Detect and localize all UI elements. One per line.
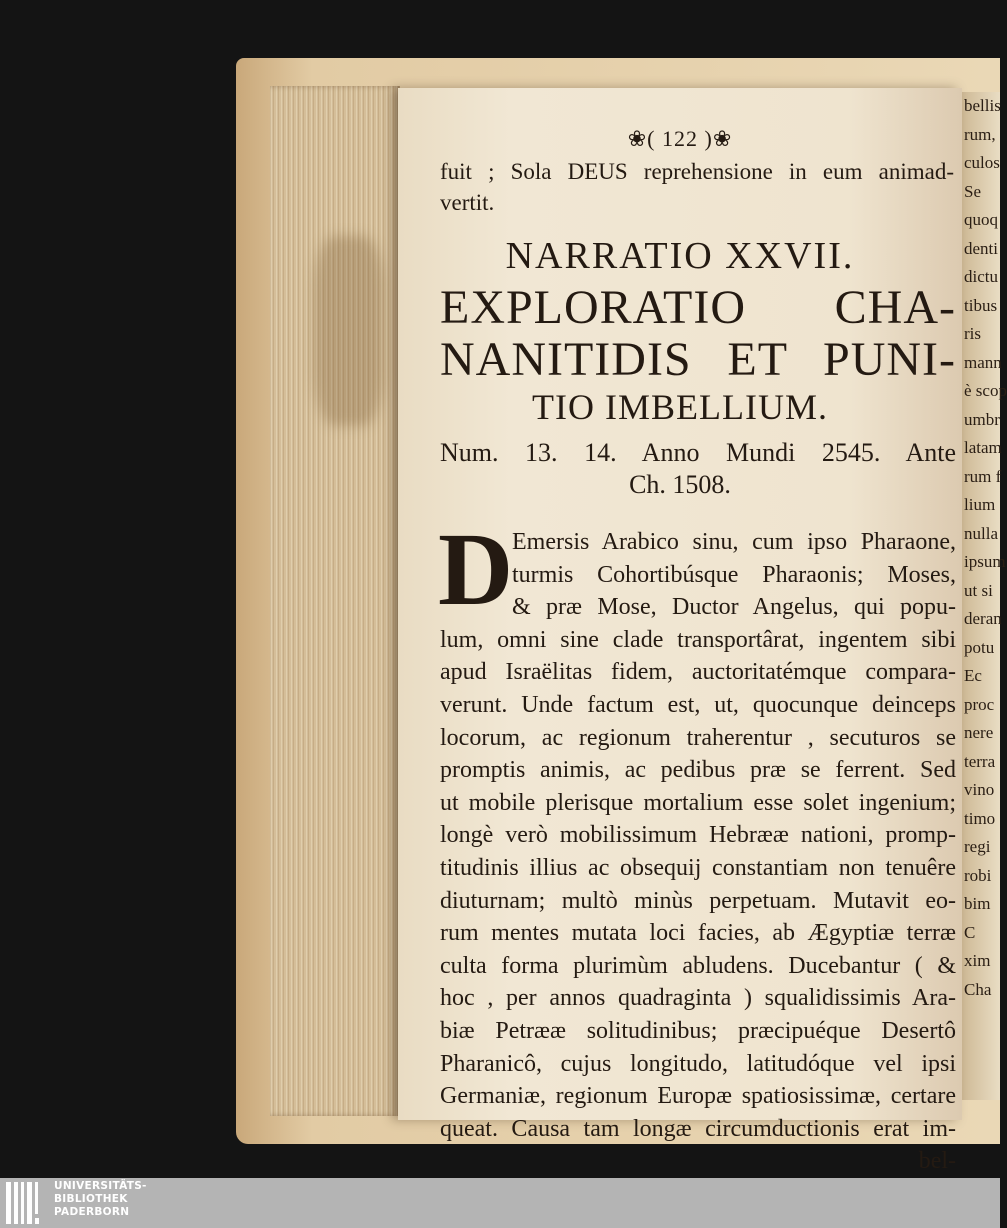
facing-page-line: Cha — [964, 979, 992, 999]
facing-page-line: ris — [964, 324, 981, 343]
body-line: locorum, ac regionum traherentur , secuturos se — [440, 724, 956, 751]
facing-page-line: Se — [964, 181, 981, 201]
facing-page-line: ipsum — [964, 552, 1006, 571]
body-line: titudinis illius ac obsequij constantiam non tenuêre — [440, 854, 956, 881]
library-logo-icon — [6, 1182, 46, 1224]
body-text — [440, 526, 956, 1178]
library-footer — [0, 1178, 1000, 1228]
reference-line: Ch. 1508. — [629, 470, 731, 499]
body-line: ut mobile plerisque mortalium esse solet ingenium; — [440, 789, 956, 816]
facing-page-line: ut si — [964, 580, 993, 600]
facing-page-line: deran — [964, 609, 1002, 628]
body-line: lum, omni sine clade transportârat, ingentem sibi — [440, 626, 956, 653]
title-line: NANITIDIS ET PUNI- — [440, 333, 956, 386]
body-line: Pharanicô, cujus longitudo, latitudóque vel ipsi — [440, 1050, 956, 1077]
reference-line: Num. 13. 14. Anno Mundi 2545. Ante — [440, 438, 956, 467]
facing-page-line: Ec — [964, 666, 982, 685]
facing-page-line: quoq — [964, 210, 998, 229]
body-line: hoc , per annos quadraginta ) squalidissimis Ara- — [440, 985, 956, 1012]
body-line: Emersis Arabico sinu, cum ipso Pharaone, — [512, 529, 956, 555]
book-page — [398, 88, 962, 1175]
facing-page-line: culos — [964, 153, 1000, 172]
title-line: TIO IMBELLIUM. — [532, 387, 828, 427]
facing-page-line: latam — [964, 438, 1002, 457]
facing-page-line: lium — [964, 495, 996, 514]
facing-page-line: rum f — [964, 466, 1002, 486]
facing-page-fragment — [958, 92, 1007, 1100]
facing-page-line: denti — [964, 238, 998, 258]
facing-page-line: rum, — [964, 124, 996, 144]
body-line: culta forma plurimùm abludens. Ducebantur ( & — [440, 952, 956, 979]
facing-page-line: xim — [964, 951, 991, 970]
narratio-heading: NARRATIO XXVII. — [505, 235, 855, 277]
body-line: verunt. Unde factum est, ut, quocunque deinceps — [440, 691, 956, 718]
body-line: queat. Causa tam longæ circumductionis erat im- — [440, 1115, 956, 1142]
library-name-line: UNIVERSITÄTS- — [54, 1180, 147, 1192]
title-line: EXPLORATIO CHA- — [440, 281, 956, 334]
body-line: Germaniæ, regionum Europæ spatiosissimæ, certare — [440, 1083, 956, 1110]
facing-page-line: umbr — [964, 409, 1000, 429]
lead-line: vertit. — [440, 190, 495, 215]
facing-page-line: vino — [964, 780, 995, 799]
facing-page-line: bim — [964, 894, 991, 913]
facing-page-line: robi — [964, 865, 992, 885]
catchword: bel- — [918, 1148, 956, 1175]
page-edges — [270, 86, 400, 1116]
body-line: rum mentes mutata loci facies, ab Ægyptiæ terræ — [440, 920, 956, 947]
facing-page-line: potu — [964, 637, 995, 657]
facing-page-line: tibus — [964, 295, 998, 315]
stain — [314, 236, 384, 426]
facing-page-line: nulla — [964, 523, 998, 543]
facing-page-line: timo — [964, 808, 996, 828]
facing-page-line: proc — [964, 694, 995, 714]
facing-page-line: terra — [964, 751, 996, 771]
facing-page-line: bellis — [964, 96, 1001, 115]
facing-page-line: mann — [964, 352, 1002, 372]
body-line: & præ Mose, Ductor Angelus, qui popu- — [512, 594, 956, 621]
body-line: biæ Petrææ solitudinibus; præcipuéque Desertô — [440, 1017, 956, 1044]
body-line: diuturnam; multò minùs perpetuam. Mutavit eo- — [440, 887, 956, 914]
body-line: apud Israëlitas fidem, auctoritatémque compara- — [440, 659, 956, 686]
library-name-line: BIBLIOTHEK — [54, 1193, 128, 1205]
body-line: turmis Cohortibúsque Pharaonis; Moses, — [512, 561, 956, 588]
facing-page-line: C — [964, 922, 976, 942]
facing-page-line: nere — [964, 723, 994, 742]
facing-page-line: dictu — [964, 267, 998, 286]
library-name-line: PADERBORN — [54, 1206, 130, 1218]
drop-cap: D — [438, 512, 514, 627]
facing-page-line: regi — [964, 837, 991, 856]
body-line: promptis animis, ac pedibus præ se ferrent. Sed — [440, 757, 956, 784]
lead-line: fuit ; Sola DEUS reprehensione in eum animad- — [440, 159, 954, 184]
body-line: longè verò mobilissimum Hebrææ nationi, promp- — [440, 822, 956, 849]
facing-page-line: è scop — [964, 381, 1007, 400]
page-number: ❀( 122 )❀ — [627, 126, 733, 151]
library-name — [54, 1180, 147, 1219]
